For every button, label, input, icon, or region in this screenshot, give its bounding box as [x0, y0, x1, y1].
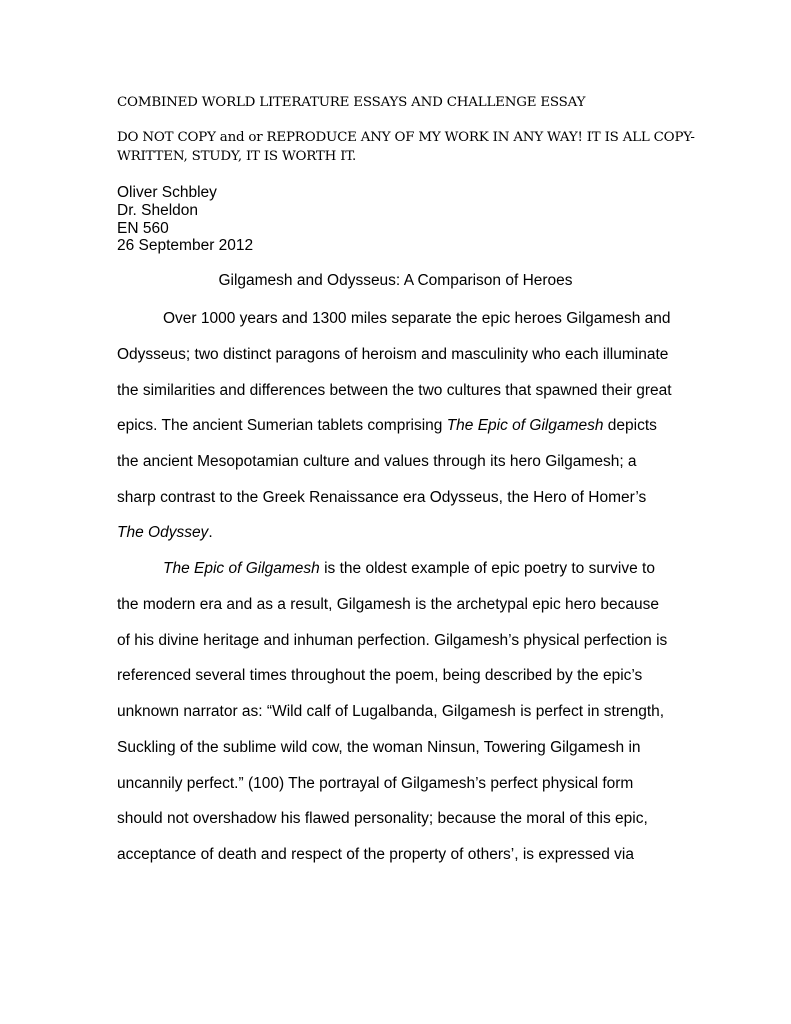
instructor-name: Dr. Sheldon	[117, 202, 198, 219]
text-run: depicts	[603, 417, 657, 435]
author-name: Oliver Schbley	[117, 184, 217, 201]
text-run: sharp contrast to the Greek Renaissance era Odysseus, the Hero of Homer’s	[117, 488, 647, 506]
body-text-line	[117, 810, 648, 828]
text-run: the similarities and differences between the two cultures that spawned their great	[117, 381, 672, 399]
document-heading: COMBINED WORLD LITERATURE ESSAYS AND CHALLENGE ESSAY	[117, 95, 586, 110]
body-text-line	[117, 703, 664, 721]
text-run: referenced several times throughout the poem, being described by the epic’s	[117, 667, 643, 685]
text-run: is the oldest example of epic poetry to survive to	[319, 560, 655, 578]
body-text-line	[117, 346, 668, 364]
text-run: should not overshadow his flawed personality; because the moral of this epic,	[117, 810, 648, 828]
text-run: Over 1000 years and 1300 miles separate the epic heroes Gilgamesh and	[163, 310, 671, 327]
text-run: acceptance of death and respect of the property of others’, is expressed via	[117, 845, 634, 863]
copyright-notice-line-1: DO NOT COPY and or REPRODUCE ANY OF MY WORK IN ANY WAY! IT IS ALL COPY-	[117, 130, 695, 145]
body-text-line	[117, 846, 634, 864]
text-run: unknown narrator as: “Wild calf of Lugalbanda, Gilgamesh is perfect in strength,	[117, 703, 665, 720]
course-code: EN 560	[117, 220, 169, 237]
body-text-line	[117, 524, 213, 542]
body-text-line	[117, 632, 667, 650]
body-text-line	[117, 453, 637, 471]
essay-date: 26 September 2012	[117, 237, 254, 254]
italic-work-title: The Epic of Gilgamesh	[163, 560, 320, 578]
body-text-line	[117, 382, 672, 400]
body-text-line	[117, 775, 633, 793]
text-run: the ancient Mesopotamian culture and values through its hero Gilgamesh; a	[117, 452, 637, 470]
body-text-line	[117, 667, 642, 685]
body-text-line	[117, 739, 641, 757]
text-run: of his divine heritage and inhuman perfection. Gilgamesh’s physical perfection is	[117, 631, 668, 649]
body-text-line	[163, 310, 671, 328]
body-text-line	[163, 560, 655, 578]
text-run: .	[208, 524, 213, 542]
text-run: Suckling of the sublime wild cow, the woman Ninsun, Towering Gilgamesh in	[117, 738, 641, 756]
text-run: the modern era and as a result, Gilgamesh is the archetypal epic hero because	[117, 595, 659, 613]
body-text-line	[117, 489, 646, 507]
copyright-notice-line-2: WRITTEN, STUDY, IT IS WORTH IT.	[117, 149, 357, 164]
italic-work-title: The Epic of Gilgamesh	[446, 417, 604, 435]
text-run: Odysseus; two distinct paragons of heroism and masculinity who each illuminate	[117, 345, 669, 363]
body-text-line	[117, 417, 657, 435]
essay-title: Gilgamesh and Odysseus: A Comparison of Heroes	[218, 272, 573, 289]
text-run: epics. The ancient Sumerian tablets comprising	[117, 417, 447, 435]
body-text-line	[117, 596, 659, 614]
italic-work-title: The Odyssey	[117, 524, 209, 542]
text-run: uncannily perfect.” (100) The portrayal of Gilgamesh’s perfect physical form	[117, 774, 634, 792]
